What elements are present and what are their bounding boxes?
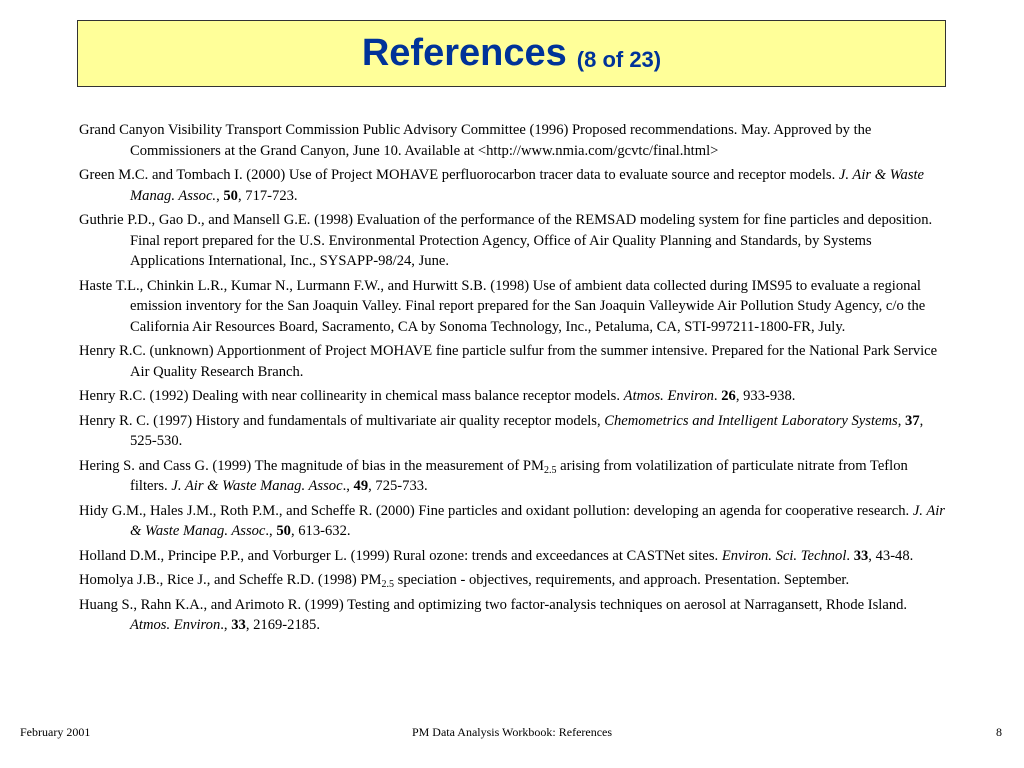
subscript: 2.5 [544, 464, 557, 476]
title-box [77, 20, 946, 87]
page-subtitle: (8 of 23) [576, 46, 662, 72]
reference-text: , 725-733. [368, 478, 428, 494]
journal-name: Atmos. Environ [130, 617, 221, 633]
journal-name: Atmos. Environ [623, 388, 714, 404]
reference-entry [79, 276, 949, 338]
reference-text: arising from volatilization of particulate nitrate from Teflon filters. [130, 457, 908, 494]
journal-name: Chemometrics and Intelligent Laboratory Systems [604, 412, 898, 429]
reference-text: ., [220, 617, 232, 633]
reference-text: , 717-723. [237, 187, 298, 204]
reference-text: ., [265, 523, 277, 539]
reference-text: , 933-938. [735, 388, 796, 404]
reference-entry [79, 456, 949, 497]
footer-date: February 2001 [20, 725, 91, 739]
reference-text: Henry R. C. (1997) History and fundamentals of multivariate air quality receptor models, [79, 412, 605, 429]
footer-title: PM Data Analysis Workbook: References [411, 725, 613, 739]
footer-page-number: 8 [996, 725, 1002, 739]
reference-text: , 525-530. [130, 412, 924, 449]
reference-text: Haste T.L., Chinkin L.R., Kumar N., Lurmann F.W., and Hurwitt S.B. (1998) Use of ambient data collected during IMS95 to evaluate a regional emission inventory for the San Joaquin Valley. Final report prepared for the San Joaquin Valleywide Air Pollution Study Agency, c/o the California Air Resources Board, Sacramento, CA by Sonoma Technology, Inc., Petaluma, CA, STI-997211-1800-FR, July. [79, 277, 926, 335]
reference-entry [79, 570, 949, 591]
reference-entry [79, 595, 949, 636]
reference-entry [79, 501, 949, 542]
reference-entry [79, 341, 949, 382]
journal-name: J. Air & Waste Manag. Assoc [130, 502, 945, 539]
reference-text: Homolya J.B., Rice J., and Scheffe R.D. (1998) PM [79, 572, 382, 588]
subscript: 2.5 [381, 579, 395, 590]
volume-number: 26 [721, 388, 736, 404]
reference-text: Grand Canyon Visibility Transport Commission Public Advisory Committee (1996) Proposed recommendations. May. Approved by the Commissioners at the Grand Canyon, June 10. Available at <http://www.nmia.com/gcvtc/final.html> [79, 122, 872, 159]
journal-name: Environ. Sci. Technol [721, 547, 847, 564]
reference-entry [79, 120, 949, 161]
reference-entry [79, 411, 949, 452]
reference-entry [79, 386, 949, 407]
reference-text: , 43-48. [868, 547, 914, 564]
volume-number: 37 [905, 412, 920, 429]
reference-text: . [846, 547, 854, 564]
reference-text: Holland D.M., Principe P.P., and Vorburger L. (1999) Rural ozone: trends and exceedances at CASTNet sites. [79, 547, 722, 564]
reference-list [79, 120, 949, 640]
volume-number: 50 [276, 523, 291, 539]
volume-number: 33 [853, 547, 869, 564]
reference-text: . [713, 388, 722, 404]
reference-text: Huang S., Rahn K.A., and Arimoto R. (1999) Testing and optimizing two factor-analysis techniques on aerosol at Narragansett, Rhode Island. [79, 596, 908, 613]
reference-text: Henry R.C. (1992) Dealing with near collinearity in chemical mass balance receptor models. [79, 388, 624, 404]
reference-text: Green M.C. and Tombach I. (2000) Use of Project MOHAVE perfluorocarbon tracer data to evaluate source and receptor models. [79, 167, 839, 183]
reference-text: Hidy G.M., Hales J.M., Roth P.M., and Scheffe R. (2000) Fine particles and oxidant pollution: developing an agenda for cooperative research. [79, 502, 913, 519]
page-title: References [361, 32, 567, 74]
volume-number: 49 [353, 478, 369, 494]
reference-text: , [897, 412, 906, 429]
reference-entry [79, 546, 949, 567]
reference-text: Henry R.C. (unknown) Apportionment of Project MOHAVE fine particle sulfur from the summer intensive. Prepared for the National Park Service Air Quality Research Branch. [79, 343, 938, 380]
volume-number: 33 [231, 617, 246, 633]
reference-text: , 613-632. [290, 523, 351, 539]
journal-name: J. Air & Waste Manag. Assoc [171, 478, 343, 494]
volume-number: 50 [223, 187, 238, 204]
reference-entry [79, 210, 949, 272]
journal-name: J. Air & Waste Manag. Assoc. [130, 167, 925, 204]
reference-text: Hering S. and Cass G. (1999) The magnitude of bias in the measurement of PM [79, 457, 545, 474]
reference-text: , [216, 187, 224, 204]
reference-text: , 2169-2185. [245, 617, 320, 633]
reference-text: speciation - objectives, requirements, and approach. Presentation. September. [394, 572, 850, 588]
reference-text: Guthrie P.D., Gao D., and Mansell G.E. (1998) Evaluation of the performance of the REMSAD modeling system for fine particles and deposition. Final report prepared for the U.S. Environmental Protection Agency, Office of Air Quality Planning and Standards, by Systems Applications International, Inc., SYSAPP-98/24, June. [79, 212, 933, 269]
reference-text: ., [342, 478, 354, 494]
reference-entry [79, 165, 949, 206]
